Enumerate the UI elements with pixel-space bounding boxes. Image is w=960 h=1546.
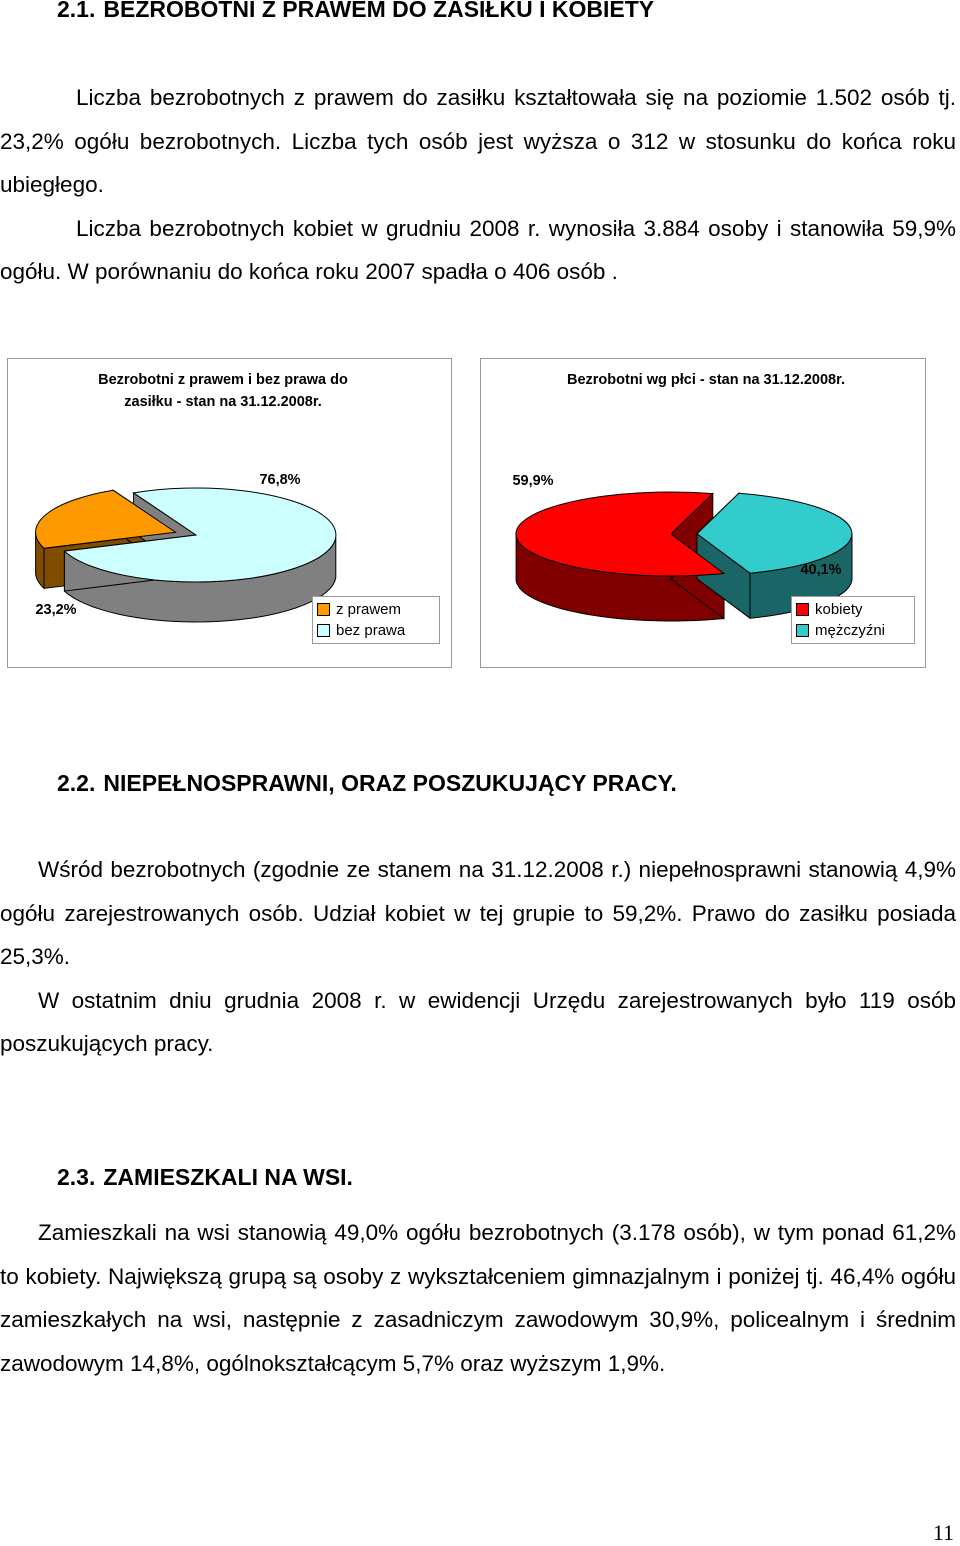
chart-legend <box>791 596 915 644</box>
data-label: 40,1% <box>800 562 842 578</box>
chart-legend <box>312 596 440 644</box>
section-number: 2.3. <box>57 1164 96 1190</box>
chart-title-line: zasiłku - stan na 31.12.2008r. <box>124 394 322 410</box>
legend-item <box>317 599 435 620</box>
legend-label: bez prawa <box>336 622 406 639</box>
legend-swatch <box>796 603 809 616</box>
section-number: 2.2. <box>57 770 96 796</box>
section-heading-2-1 <box>57 0 654 23</box>
paragraph: W ostatnim dniu grudnia 2008 r. w ewidencji Urzędu zarejestrowanych było 119 osób poszukujących pracy. <box>0 987 956 1056</box>
page-number: 11 <box>932 1520 954 1545</box>
section-heading-2-3 <box>57 1164 353 1191</box>
section-heading-2-2 <box>57 770 677 797</box>
section-body-2-3 <box>0 1211 956 1385</box>
legend-item <box>317 620 435 641</box>
legend-swatch <box>796 624 809 637</box>
legend-item <box>796 599 910 620</box>
legend-label: mężczyźni <box>815 622 886 639</box>
paragraph: Wśród bezrobotnych (zgodnie ze stanem na 31.12.2008 r.) niepełnosprawni stanowią 4,9% ogółu zarejestrowanych osób. Udział kobiet w tej grupie to 59,2%. Prawo do zasiłku posiada 25,3%. <box>0 857 956 969</box>
legend-label: kobiety <box>815 601 863 618</box>
legend-label: z prawem <box>336 601 402 618</box>
chart-title-line: Bezrobotni z prawem i bez prawa do <box>98 372 348 388</box>
data-label: 76,8% <box>259 472 301 488</box>
chart-unemployed-gender <box>480 358 926 668</box>
paragraph: Liczba bezrobotnych kobiet w grudniu 2008 r. wynosiła 3.884 osoby i stanowiła 59,9% ogółu. W porównaniu do końca roku 2007 spadła o 406 osób . <box>0 215 956 284</box>
section-body-2-2 <box>0 848 956 1066</box>
data-label: 59,9% <box>512 473 554 489</box>
section-title: BEZROBOTNI Z PRAWEM DO ZASIŁKU I KOBIETY <box>103 0 655 22</box>
section-body-2-1 <box>0 76 956 294</box>
paragraph: Liczba bezrobotnych z prawem do zasiłku kształtowała się na poziomie 1.502 osób tj. 23,2% ogółu bezrobotnych. Liczba tych osób jest wyższa o 312 w stosunku do końca roku ubiegłego. <box>0 85 956 197</box>
chart-title-line: Bezrobotni wg płci - stan na 31.12.2008r. <box>566 372 845 388</box>
legend-swatch <box>317 624 330 637</box>
legend-swatch <box>317 603 330 616</box>
legend-item <box>796 620 910 641</box>
chart-unemployed-benefit <box>7 358 452 668</box>
section-number: 2.1. <box>57 0 96 22</box>
section-title: ZAMIESZKALI NA WSI. <box>103 1164 353 1190</box>
data-label: 23,2% <box>35 602 77 618</box>
paragraph: Zamieszkali na wsi stanowią 49,0% ogółu bezrobotnych (3.178 osób), w tym ponad 61,2% to kobiety. Największą grupą są osoby z wykształceniem gimnazjalnym i poniżej tj. 46,4% ogółu zamieszkałych na wsi, następnie z zasadniczym zawodowym 30,9%, policealnym i średnim zawodowym 14,8%, ogólnokształcącym 5,7% oraz wyższym 1,9%. <box>0 1220 956 1376</box>
section-title: NIEPEŁNOSPRAWNI, ORAZ POSZUKUJĄCY PRACY. <box>103 770 677 796</box>
